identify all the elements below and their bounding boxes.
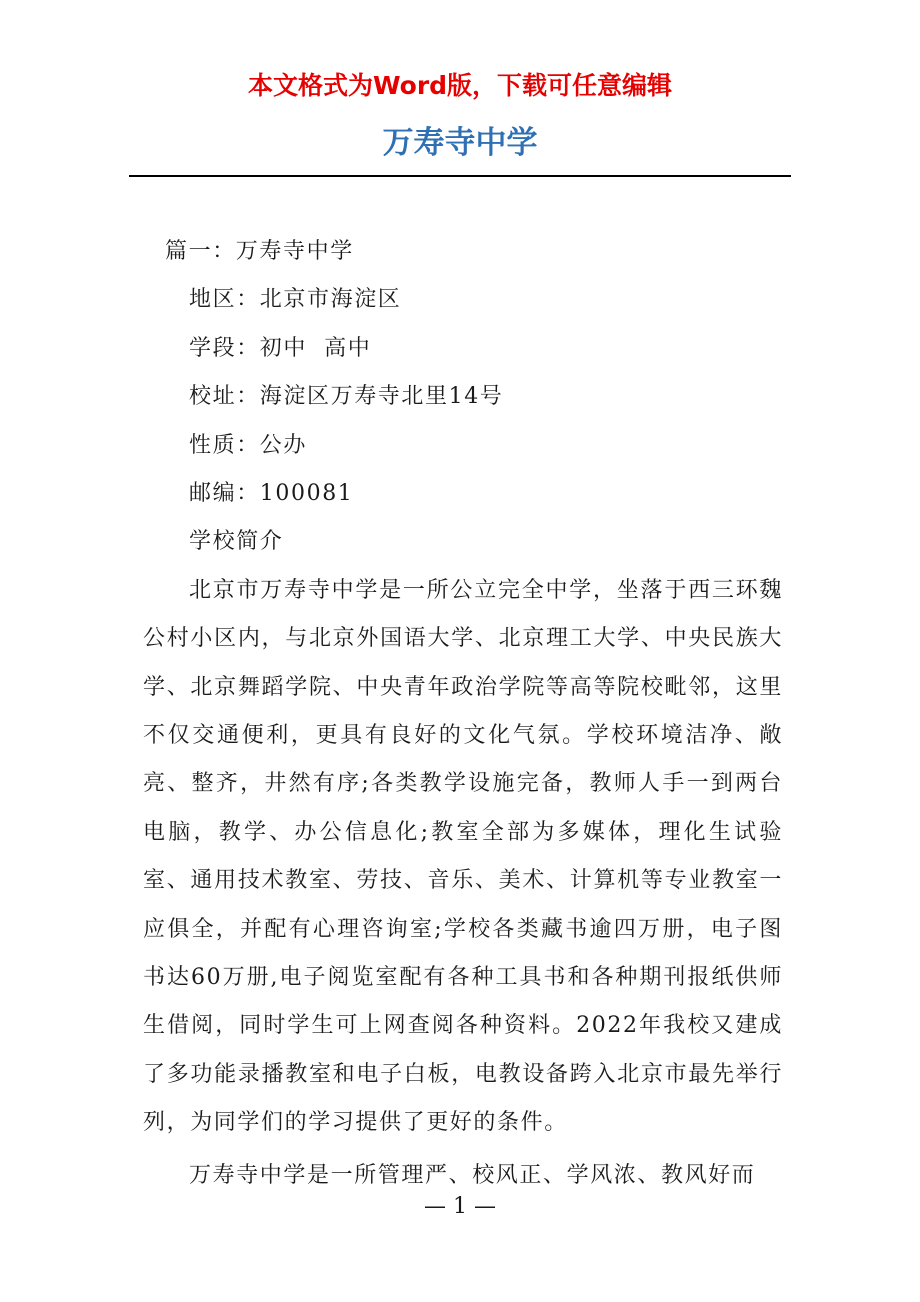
page-number: — 1 — bbox=[424, 1194, 496, 1219]
intro-paragraph-1: 北京市万寿寺中学是一所公立完全中学，坐落于西三环魏公村小区内，与北京外国语大学、北京理工大学、中央民族大学、北京舞蹈学院、中央青年政治学院等高等院校毗邻，这里不仅交通便利，更具有良好的文化气氛。学校环境洁净、敞亮、整齐，井然有序;各类教学设施完备，教师人手一到两台电脑，教学、办公信息化;教室全部为多媒体，理化生试验室、通用技术教室、劳技、音乐、美术、计算机等专业教室一应俱全，并配有心理咨询室;学校各类藏书逾四万册，电子图书达60万册,电子阅览室配有各种工具书和各种期刊报纸供师生借阅，同时学生可上网查阅各种资料。2022年我校又建成了多功能录播教室和电子白板，电教设备跨入北京市最先举行列，为同学们的学习提供了更好的条件。 bbox=[143, 577, 783, 1136]
document-body bbox=[143, 228, 783, 1200]
info-nature: 性质：公办 bbox=[189, 432, 308, 458]
info-region: 地区：北京市海淀区 bbox=[189, 287, 402, 313]
download-banner: 本文格式为Word版，下载可任意编辑 bbox=[247, 71, 673, 100]
info-postcode: 邮编：100081 bbox=[189, 480, 354, 506]
info-address: 校址：海淀区万寿寺北里14号 bbox=[189, 384, 504, 410]
document-title: 万寿寺中学 bbox=[382, 125, 538, 161]
intro-heading: 学校简介 bbox=[189, 529, 284, 555]
info-school-level: 学段：初中 高中 bbox=[189, 335, 372, 361]
title-divider bbox=[129, 175, 791, 177]
chapter-heading: 篇一：万寿寺中学 bbox=[165, 239, 354, 264]
intro-paragraph-2: 万寿寺中学是一所管理严、校风正、学风浓、教风好而 bbox=[189, 1162, 756, 1188]
